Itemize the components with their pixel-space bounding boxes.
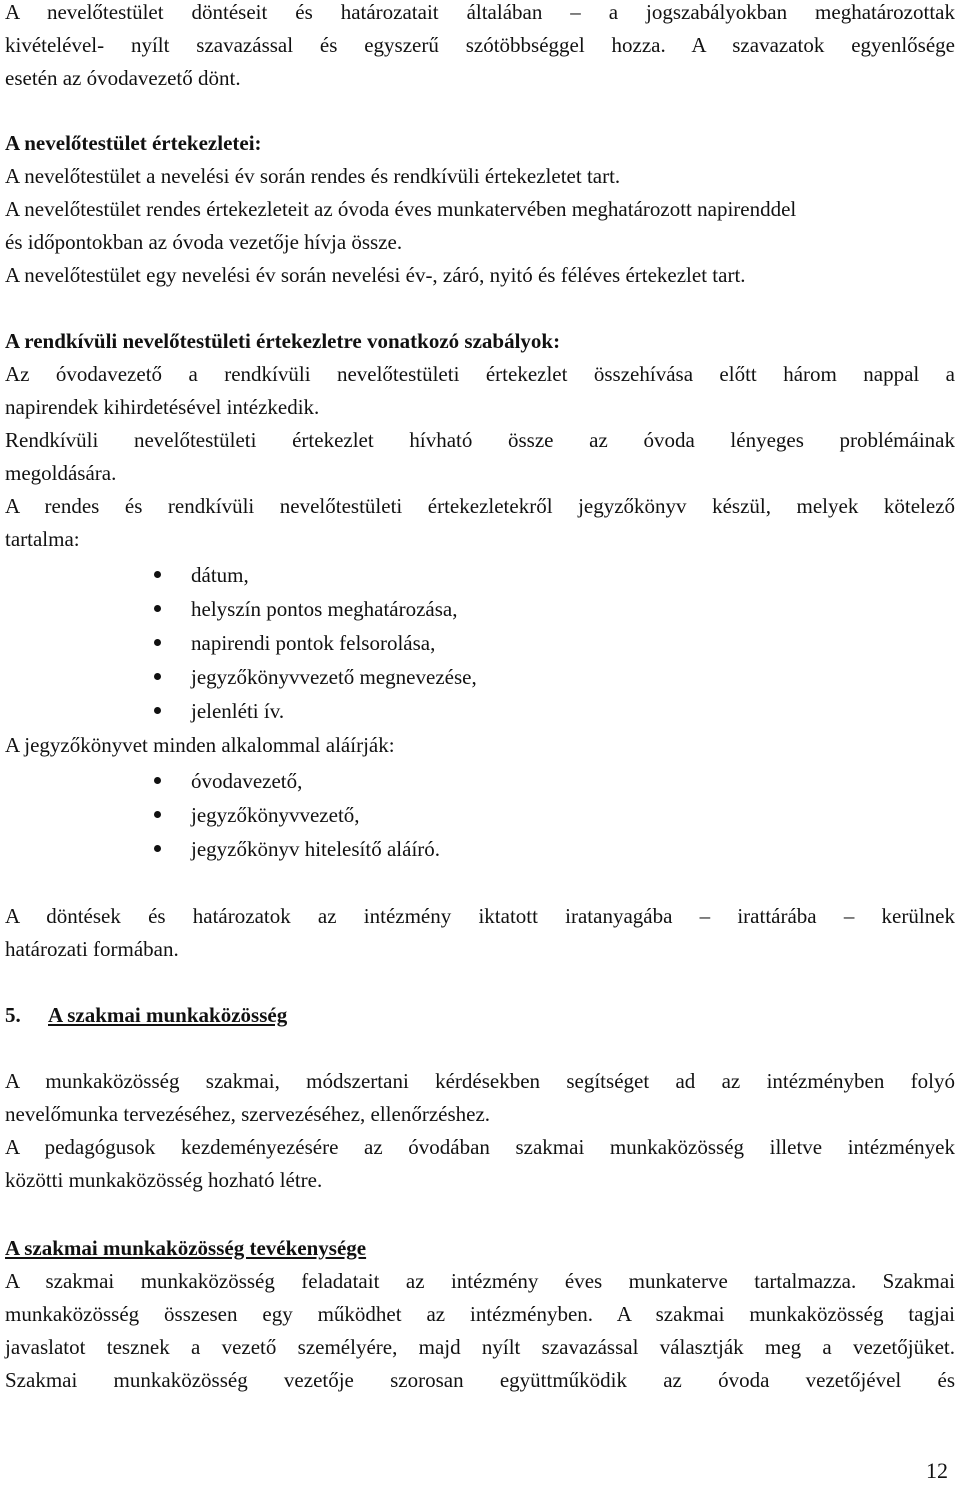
list-item: jelenléti ív. xyxy=(191,699,285,723)
text-line: közötti munkaközösség hozható létre. xyxy=(5,1168,323,1192)
text-line: A szakmai munkaközösség feladatait az intézmény éves munkaterve tartalmazza. Szakmai xyxy=(5,1269,955,1293)
bullet-icon xyxy=(154,605,161,612)
text-line: A döntések és határozatok az intézmény iktatott iratanyagába – irattárába – kerülnek xyxy=(5,904,955,928)
text-line: nevelőmunka tervezéséhez, szervezéséhez, ellenőrzéshez. xyxy=(5,1102,491,1126)
text-line: A nevelőtestület a nevelési év során rendes és rendkívüli értekezletet tart. xyxy=(5,164,621,188)
section-heading: A nevelőtestület értekezletei: xyxy=(5,131,262,155)
list-item: napirendi pontok felsorolása, xyxy=(191,631,436,655)
bullet-icon xyxy=(154,673,161,680)
text-line: határozati formában. xyxy=(5,937,179,961)
list-item: jegyzőkönyvvezető, xyxy=(191,803,360,827)
text-line: A pedagógusok kezdeményezésére az óvodában szakmai munkaközösség illetve intézmények xyxy=(5,1135,955,1159)
bullet-icon xyxy=(154,571,161,578)
list-item: jegyzőkönyvvezető megnevezése, xyxy=(191,665,477,689)
text-line: Rendkívüli nevelőtestületi értekezlet hívható össze az óvoda lényeges problémáinak xyxy=(5,428,955,452)
bullet-icon xyxy=(154,639,161,646)
bullet-icon xyxy=(154,707,161,714)
page-number: 12 xyxy=(926,1458,948,1483)
text-line: kivételével- nyílt szavazással és egyszerű szótöbbséggel hozza. A szavazatok egyenlősége xyxy=(5,33,955,57)
section-title: A szakmai munkaközösség xyxy=(48,1003,288,1027)
text-line: A nevelőtestület döntéseit és határozatait általában – a jogszabályokban meghatározottak xyxy=(5,0,955,24)
text-line: A rendes és rendkívüli nevelőtestületi értekezletekről jegyzőkönyv készül, melyek kötelező xyxy=(5,494,955,518)
list-item: jegyzőkönyv hitelesítő aláíró. xyxy=(191,837,441,861)
list-item: dátum, xyxy=(191,563,249,587)
text-line: A nevelőtestület egy nevelési év során nevelési év-, záró, nyitó és féléves értekezlet tart. xyxy=(5,263,746,287)
bullet-icon xyxy=(154,845,161,852)
text-line: megoldására. xyxy=(5,461,117,485)
list-item: helyszín pontos meghatározása, xyxy=(191,597,458,621)
text-line: tartalma: xyxy=(5,527,80,551)
text-line: A jegyzőkönyvet minden alkalommal aláírják: xyxy=(5,733,395,757)
text-line: javaslatot tesznek a vezető személyére, majd nyílt szavazással választják meg a vezetőjüket. xyxy=(5,1335,955,1359)
text-line: Az óvodavezető a rendkívüli nevelőtestületi értekezlet összehívása előtt három nappal a xyxy=(5,362,955,386)
text-line: Szakmai munkaközösség vezetője szorosan együttműködik az óvoda vezetőjével és xyxy=(5,1368,955,1392)
text-line: napirendek kihirdetésével intézkedik. xyxy=(5,395,320,419)
bullet-icon xyxy=(154,777,161,784)
list-item: óvodavezető, xyxy=(191,769,303,793)
text-line: A munkaközösség szakmai, módszertani kérdésekben segítséget ad az intézményben folyó xyxy=(5,1069,955,1093)
section-heading: A rendkívüli nevelőtestületi értekezletre vonatkozó szabályok: xyxy=(5,329,561,353)
text-line: munkaközösség összesen egy működhet az intézményben. A szakmai munkaközösség tagjai xyxy=(5,1302,955,1326)
section-heading: A szakmai munkaközösség tevékenysége xyxy=(5,1236,367,1260)
bullet-icon xyxy=(154,811,161,818)
text-line: A nevelőtestület rendes értekezleteit az óvoda éves munkatervében meghatározott napirenddel xyxy=(5,197,797,221)
text-line: és időpontokban az óvoda vezetője hívja össze. xyxy=(5,230,403,254)
section-number: 5. xyxy=(5,1003,21,1027)
text-line: esetén az óvodavezető dönt. xyxy=(5,66,241,90)
